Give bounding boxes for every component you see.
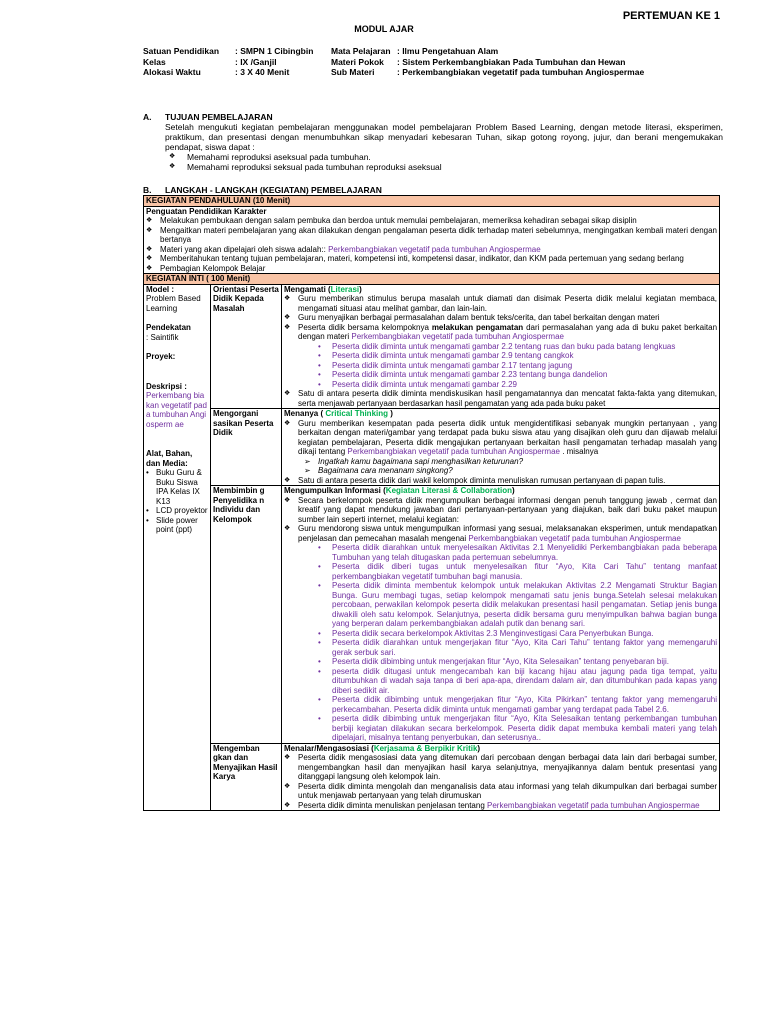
step-item: ❖ Guru memberikan kesempatan pada peserta didik untuk mengidentifikasi sebanyak mungkin pertanyaan , yang berkaitan dengan materi/gambar yang terdapat pada buku siswa atau yang disajikan oleh guru dan dijawab melalui kegiatan pembelajaran, Peserta didik mengajukan pertanyaan berkaitan hasil pengamatan terhadap masalah yang dikaji tentang Perkembangbiakan vegetatif pada tumbuhan Angiospermae . misalnya: [284, 419, 717, 457]
alat-item: • LCD proyektor: [146, 506, 208, 516]
step-title: Menanya ( Critical Thinking ): [284, 409, 393, 418]
step-label-orientasi: Orientasi Peserta Didik Kepada Masalah: [211, 284, 282, 409]
step-content-mengumpulkan: [282, 486, 720, 744]
step-label-membimbing: Membimbin g Penyelidika n Individu dan Kelompok: [211, 486, 282, 744]
mapel-value: : Ilmu Pengetahuan Alam: [397, 46, 499, 56]
step-subitem: • Peserta didik secara berkelompok Aktivitas 2.3 Menginvestigasi Cara Penyerbukan Bunga.: [318, 629, 717, 639]
step-subitem: • Peserta didik diminta untuk mengamati gambar 2.2 tentang ruas dan buku pada batang lengkuas: [318, 342, 717, 352]
step-item: ❖ Peserta didik bersama kelompoknya melakukan pengamatan dari permasalahan yang ada di buku paket berkaitan dengan materi Perkembangbiakan vegetatif pada tumbuhan Angiospermae: [284, 323, 717, 342]
alat-item: • Buku Guru & Buku Siswa IPA Kelas IX K13: [146, 468, 208, 506]
pendahuluan-cell: [144, 206, 720, 274]
section-b-heading: B. LANGKAH - LANGKAH (KEGIATAN) PEMBELAJARAN: [143, 185, 382, 195]
pendahuluan-item: ❖ Pembagian Kelompok Belajar: [146, 264, 717, 274]
meeting-label: PERTEMUAN KE 1: [622, 10, 720, 22]
alokasi-label: Alokasi Waktu: [143, 67, 201, 77]
pendekatan-value: : Saintifik: [146, 332, 179, 342]
step-item: ❖ Satu di antara peserta didik dari wakil kelompok diminta menuliskan rumusan pertanyaan di papan tulis.: [284, 476, 717, 486]
step-item: ❖ Guru mendorong siswa untuk mengumpulkan informasi yang sesuai, melaksanakan eksperimen, untuk mendapatkan penjelasan dan pemecahan masalah mengenai Perkembangbiakan vegetatif pada tumbuhan Angiospermae: [284, 524, 717, 543]
kelas-value: : IX /Ganjil: [235, 56, 277, 67]
pendahuluan-item: ❖ Memberitahukan tentang tujuan pembelajaran, materi, kompetensi inti, kompetensi dasar, indikator, dan KKM pada pertemuan yang sedang berlang: [146, 254, 717, 264]
satuan-value: : SMPN 1 Cibingbin: [235, 46, 314, 56]
section-a-text: Setelah mengukuti kegiatan pembelajaran menggunakan model pembelajaran Problem Based Learning, dengan metode literasi, eksperimen, praktikum, dan presentasi dengan menumbuhkan sikap menyadari kebesaran Tuhan, sikap gotong royong, jujur, dan berani mengemukakan pendapat, siswa dapat :: [165, 122, 723, 152]
materi-label: Materi Pokok: [331, 56, 384, 67]
step-subitem: • Peserta didik diminta untuk mengamati gambar 2.23 tentang bunga dandelion: [318, 370, 717, 380]
pendahuluan-subtitle: Penguatan Pendidikan Karakter: [146, 206, 267, 216]
step-item: ❖ Guru memberikan stimulus berupa masalah untuk diamati dan disimak Peserta didik melalui kegiatan membaca, mengamati situasi atau melihat gambar, dan lain-lain.: [284, 294, 717, 313]
question-item: ➢ Ingatkah kamu bagaimana sapi menghasilkan keturunan?: [304, 457, 717, 467]
step-subitem: • Peserta didik diminta untuk mengamati gambar 2.29: [318, 380, 717, 390]
step-subitem: • Peserta didik dibimbing untuk mengerjakan fitur “Ayo, Kita Pikirkan” tentang faktor yang memengaruhi perkecambahan. Peserta didik diminta untuk mengamati gambar yang terdapat pada Tabel 2.6.: [318, 695, 717, 714]
materi-value: : Sistem Perkembangbiakan Pada Tumbuhan dan Hewan: [397, 56, 626, 67]
alokasi-value: : 3 X 40 Menit: [235, 67, 290, 77]
step-item: ❖ Peserta didik diminta mengolah dan menganalisis data atau informasi yang telah dikumpulkan dari berbagai sumber untuk menjawab pertanyaan yang telah dirumuskan: [284, 782, 717, 801]
proyek-label: Proyek:: [146, 352, 176, 361]
step-title: Mengumpulkan Informasi (Kegiatan Literasi & Collaboration): [284, 486, 515, 495]
mapel-label: Mata Pelajaran: [331, 46, 391, 56]
step-content-menalar: [282, 743, 720, 811]
deskripsi-value: Perkembang biakan vegetatif pada tumbuhan Angiosperm ae: [146, 391, 207, 429]
step-subitem: • peserta didik dibimbing untuk mengerjakan fitur “Ayo, Kita Selesaikan tentang perkembangan tumbuhan berbiji kegiatan dilakukan secara berkelompok. Peserta didik dapat membuka kembali materi yang telah dipelajari, misalnya tentang penyerbukan, dan seterusnya..: [318, 714, 717, 743]
pendahuluan-item: ❖ Materi yang akan dipelajari oleh siswa adalah:: Perkembangbiakan vegetatif pada tumbuhan Angiospermae: [146, 245, 717, 255]
model-value: Problem Based Learning: [146, 294, 201, 313]
step-content-menanya: [282, 409, 720, 486]
submateri-label: Sub Materi: [331, 67, 375, 77]
identity-block: [143, 46, 763, 78]
step-item: ❖ Peserta didik mengasosiasi data yang ditemukan dari percobaan dengan berbagai data lain dari berbagai sumber, mengembangkan hasil dan menyajikan hasil karya selanjutnya, menyajikannya dalam bentuk presentasi yang ditanggapi langsung oleh kelompok lain.: [284, 753, 717, 782]
inti-left-column: [144, 284, 211, 811]
alat-label: Alat, Bahan, dan Media:: [146, 449, 193, 468]
pendekatan-label: Pendekatan: [146, 323, 191, 332]
step-label-mengembangkan: Mengemban gkan dan Menyajikan Hasil Karya: [211, 743, 282, 811]
step-item: ❖ Peserta didik diminta menuliskan penjelasan tentang Perkembangbiakan vegetatif pada tumbuhan Angiospermae: [284, 801, 717, 811]
step-subitem: • Peserta didik diarahkan untuk menyelesaikan Aktivitas 2.1 Menyelidiki Perkembangbiakan pada beberapa Tumbuhan yang telah ditugaskan pada pertemuan sebelumnya.: [318, 543, 717, 562]
goal-item: ❖ Memahami reproduksi seksual pada tumbuhan reproduksi aseksual: [165, 162, 723, 172]
kelas-label: Kelas: [143, 56, 166, 67]
inti-header: KEGIATAN INTI ( 100 Menit): [144, 274, 720, 285]
step-item: ❖ Secara berkelompok peserta didik mengumpulkan berbagai informasi dengan penuh tanggung jawab , cermat dan kreatif yang dapat mendukung jawaban dari pertanyaan-pertanyaan yang diajukan, baik dari buku paket maupun sumber lain seperti internet, melalui kegiatan:: [284, 496, 717, 525]
step-title: Mengamati (Literasi): [284, 284, 362, 294]
submateri-value: : Perkembangbiakan vegetatif pada tumbuhan Angiospermae: [397, 67, 645, 77]
step-title: Menalar/Mengasosiasi (Kerjasama & Berpikir Kritik): [284, 743, 481, 753]
step-subitem: • peserta didik ditugasi untuk mengecambah kan biji kacang hijau atau jagung pada tiga tempat, yaitu ditumbuhkan di wadah saja tanpa di beri apa-apa, direndam dalam air, dan ditumbuhkan pada kapas yang diberi sedikit air.: [318, 667, 717, 696]
document-title: MODUL AJAR: [354, 24, 414, 34]
alat-item: • Slide power point (ppt): [146, 516, 208, 535]
activity-table: [143, 195, 720, 811]
model-label: Model :: [146, 284, 174, 294]
step-content-mengamati: [282, 284, 720, 409]
step-item: ❖ Satu di antara peserta didik diminta mendiskusikan hasil pengamatannya dan mencatat fakta-fakta yang ditemukan, serta menjawab pertanyaan berdasarkan hasil pengamatan yang ada pada buku paket: [284, 389, 717, 408]
pendahuluan-item: ❖ Mengaitkan materi pembelajaran yang akan dilakukan dengan pengalaman peserta didik terhadap materi sebelumnya, mengingatkan kembali materi dengan bertanya: [146, 226, 717, 245]
step-subitem: • Peserta didik diarahkan untuk mengerjakan fitur “Ayo, Kita Cari Tahu” tentang faktor yang memengaruhi gerak serbuk sari.: [318, 638, 717, 657]
section-a: [143, 112, 723, 172]
section-a-heading: A. TUJUAN PEMBELAJARAN: [143, 112, 273, 122]
goal-item: ❖ Memahami reproduksi aseksual pada tumbuhan.: [165, 152, 723, 162]
step-subitem: • Peserta didik diminta untuk mengamati gambar 2.9 tentang cangkok: [318, 351, 717, 361]
question-item: ➢ Bagaimana cara menanam singkong?: [304, 466, 717, 476]
deskripsi-label: Deskripsi :: [146, 381, 187, 391]
step-label-mengorganisasikan: Mengorgani sasikan Peserta Didik: [211, 409, 282, 486]
satuan-label: Satuan Pendidikan: [143, 46, 220, 56]
step-subitem: • Peserta didik dibimbing untuk mengerjakan fitur “Ayo, Kita Selesaikan” tentang penyebaran biji.: [318, 657, 717, 667]
pendahuluan-header: KEGIATAN PENDAHULUAN (10 Menit): [144, 196, 720, 207]
pendahuluan-item: ❖ Melakukan pembukaan dengan salam pembuka dan berdoa untuk memulai pembelajaran, memeriksa kehadiran sebagai sikap disiplin: [146, 216, 717, 226]
step-subitem: • Peserta didik diminta membentuk kelompok untuk melakukan Aktivitas 2.2 Mengamati Struktur Bagian Bunga. Guru membagi tugas, setiap kelompok mengamati satu jenis bunga.Setelah selesai melakukan percobaan, perwakilan kelompok peserta didik melakukan presentasi hasil pengamatan. Setiap jenis bunga diwakili oleh satu kelompok. Selanjutnya, peserta didik bersama guru menyimpulkan bahwa bagian bunga yang berperan dalam perkembangbiakan adalah putik dan benang sari.: [318, 581, 717, 629]
step-subitem: • Peserta didik diminta untuk mengamati gambar 2.17 tentang jagung: [318, 361, 717, 371]
step-item: ❖ Guru menyajikan berbagai permasalahan dalam bentuk teks/cerita, dan tabel berkaitan dengan materi: [284, 313, 717, 323]
step-subitem: • Peserta didik diberi tugas untuk menyelesaikan fitur “Ayo, Kita Cari Tahu” tentang manfaat perkembangbiakan vegetatif tumbuhan bagi manusia.: [318, 562, 717, 581]
